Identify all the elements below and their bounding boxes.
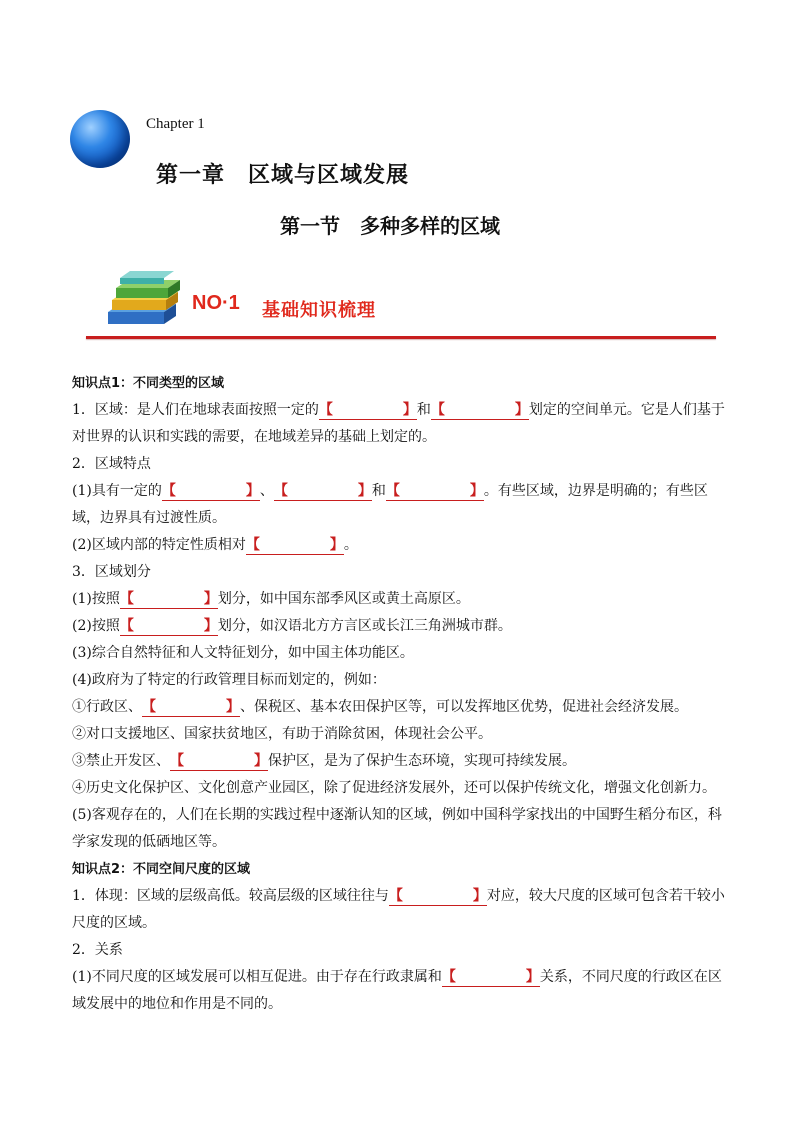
fill-in-blank[interactable]: 【 】	[161, 483, 260, 499]
paragraph: ①行政区、【 】、保税区、基本农田保护区等，可以发挥地区优势，促进社会经济发展。	[72, 699, 688, 715]
globe-icon	[70, 110, 130, 168]
worksheet-content	[72, 370, 728, 1018]
fill-in-blank[interactable]: 【 】	[119, 591, 218, 607]
paragraph: (2)按照【 】划分，如汉语北方方言区或长江三角洲城市群。	[72, 618, 512, 634]
paragraph: (4)政府为了特定的行政管理目标而划定的，例如：	[72, 672, 386, 688]
fill-in-blank[interactable]: 【 】	[245, 537, 344, 553]
fill-in-blank[interactable]: 【 】	[441, 969, 540, 985]
paragraph: 2．关系	[72, 942, 123, 958]
fill-in-blank[interactable]: 【 】	[318, 402, 417, 418]
chapter-title: 第一章 区域与区域发展	[156, 163, 410, 188]
paragraph: (3)综合自然特征和人文特征划分，如中国主体功能区。	[72, 645, 414, 661]
banner-divider	[86, 336, 716, 339]
section-title: 第一节 多种多样的区域	[280, 214, 500, 238]
paragraph: ③禁止开发区、【 】保护区，是为了保护生态环境，实现可持续发展。	[72, 753, 576, 769]
paragraph: ②对口支援地区、国家扶贫地区，有助于消除贫困，体现社会公平。	[72, 726, 492, 742]
paragraph: (1)按照【 】划分，如中国东部季风区或黄土高原区。	[72, 591, 470, 607]
paragraph: ④历史文化保护区、文化创意产业园区，除了促进经济发展外，还可以保护传统文化，增强文化创新力。	[72, 780, 716, 796]
chapter-label: Chapter 1	[146, 116, 205, 132]
paragraph: (1)不同尺度的区域发展可以相互促进。由于存在行政隶属和【 】关系，不同尺度的行政区在区域发展中的地位和作用是不同的。	[72, 969, 722, 1012]
knowledge-point-heading: 知识点1：不同类型的区域	[72, 376, 225, 391]
fill-in-blank[interactable]: 【 】	[273, 483, 372, 499]
paragraph: (5)客观存在的，人们在长期的实践过程中逐渐认知的区域，例如中国科学家找出的中国野生稻分布区，科学家发现的低硒地区等。	[72, 807, 722, 850]
fill-in-blank[interactable]: 【 】	[388, 888, 487, 904]
fill-in-blank[interactable]: 【 】	[170, 753, 268, 769]
fill-in-blank[interactable]: 【 】	[119, 618, 218, 634]
paragraph: (2)区域内部的特定性质相对【 】。	[72, 537, 358, 553]
fill-in-blank[interactable]: 【 】	[142, 699, 240, 715]
paragraph: 1．区域：是人们在地球表面按照一定的【 】和【 】划定的空间单元。它是人们基于对世界的认识和实践的需要，在地域差异的基础上划定的。	[72, 402, 725, 445]
paragraph: (1)具有一定的【 】、【 】和【 】。有些区域，边界是明确的；有些区域，边界具有过渡性质。	[72, 483, 708, 526]
books-icon	[104, 268, 184, 328]
knowledge-point-heading: 知识点2：不同空间尺度的区域	[72, 862, 251, 877]
paragraph: 2．区域特点	[72, 456, 151, 472]
paragraph: 3．区域划分	[72, 564, 151, 580]
fill-in-blank[interactable]: 【 】	[430, 402, 529, 418]
banner-number: NO·1	[192, 292, 240, 314]
paragraph: 1．体现：区域的层级高低。较高层级的区域往往与【 】对应，较大尺度的区域可包含若干较小尺度的区域。	[72, 888, 725, 931]
fill-in-blank[interactable]: 【 】	[385, 483, 484, 499]
banner-title: 基础知识梳理	[262, 300, 376, 321]
